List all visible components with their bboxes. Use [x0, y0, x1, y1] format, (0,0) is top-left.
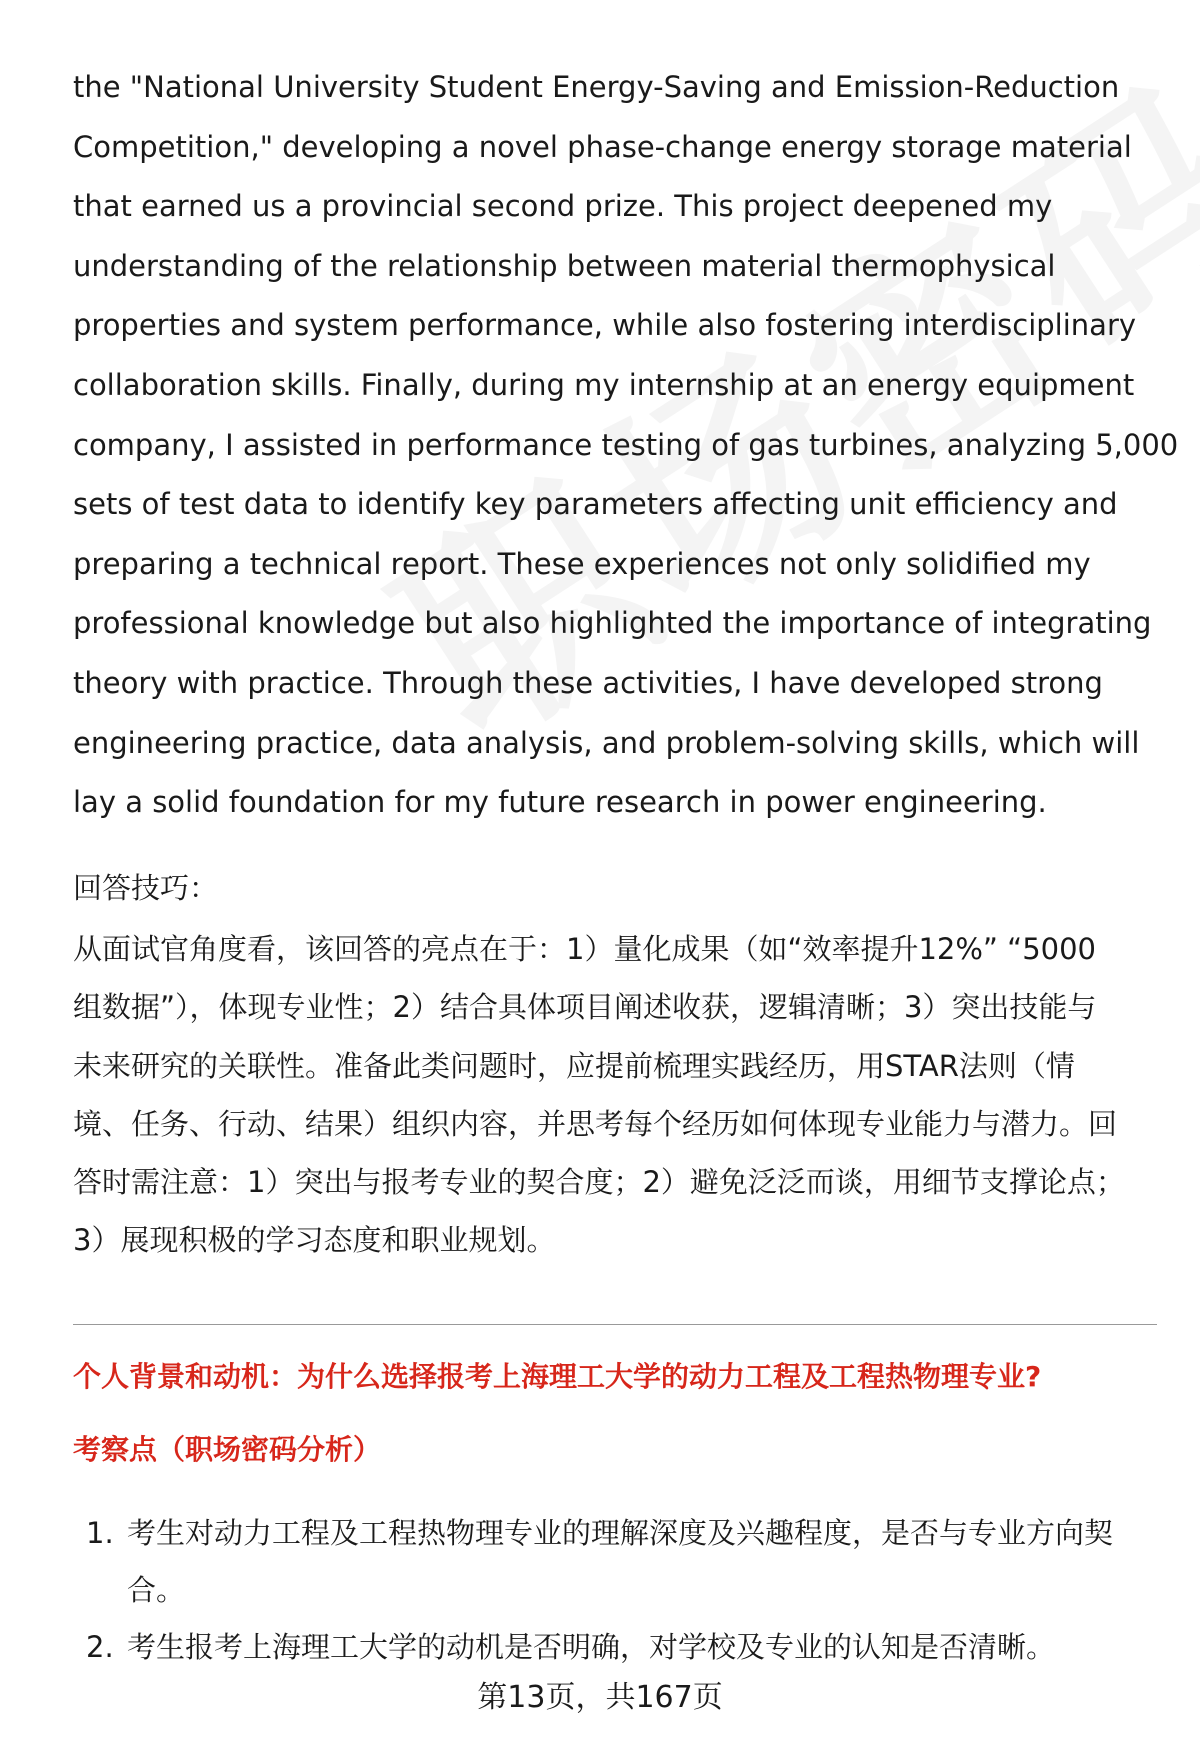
- paragraph-line: theory with practice. Through these activities, I have developed strong: [73, 665, 1103, 700]
- paragraph-line: company, I assisted in performance testing of gas turbines, analyzing 5,000: [73, 427, 1179, 462]
- assessment-points-heading: 考察点（职场密码分析）: [73, 1433, 382, 1466]
- paragraph-line: professional knowledge but also highlighted the importance of integrating: [73, 606, 1152, 641]
- paragraph-line: understanding of the relationship between material thermophysical: [73, 248, 1056, 283]
- paragraph-line: Competition," developing a novel phase-change energy storage material: [73, 129, 1132, 164]
- list-item: [73, 1505, 1163, 1619]
- assessment-points-list: [73, 1505, 1163, 1676]
- question-title: 个人背景和动机：为什么选择报考上海理工大学的动力工程及工程热物理专业?: [73, 1360, 1042, 1393]
- tips-line: 未来研究的关联性。准备此类问题时，应提前梳理实践经历，用STAR法则（情: [73, 1048, 1075, 1083]
- tips-line: 组数据”），体现专业性；2）结合具体项目阐述收获，逻辑清晰；3）突出技能与: [73, 990, 1097, 1025]
- paragraph-line: properties and system performance, while also fostering interdisciplinary: [73, 308, 1137, 343]
- list-item-number: 2.: [86, 1630, 114, 1664]
- paragraph-line: that earned us a provincial second prize. This project deepened my: [73, 189, 1053, 224]
- list-item-line: 合。: [127, 1573, 186, 1607]
- tips-heading: 回答技巧：: [73, 871, 219, 905]
- tips-body: [73, 920, 1163, 1270]
- answer-paragraph: [73, 58, 1179, 833]
- paragraph-line: sets of test data to identify key parameters affecting unit efficiency and: [73, 487, 1118, 522]
- list-item-line: 考生对动力工程及工程热物理专业的理解深度及兴趣程度，是否与专业方向契: [127, 1516, 1114, 1550]
- list-item: [73, 1619, 1163, 1676]
- tips-line: 答时需注意：1）突出与报考专业的契合度；2）避免泛泛而谈，用细节支撑论点；: [73, 1165, 1125, 1200]
- tips-line: 从面试官角度看，该回答的亮点在于：1）量化成果（如“效率提升12%” “5000: [73, 932, 1097, 966]
- paragraph-line: engineering practice, data analysis, and problem-solving skills, which will: [73, 725, 1140, 760]
- paragraph-line: the "National University Student Energy-Saving and Emission-Reduction: [73, 70, 1120, 104]
- tips-line: 境、任务、行动、结果）组织内容，并思考每个经历如何体现专业能力与潜力。回: [73, 1106, 1118, 1141]
- section-divider: [73, 1324, 1157, 1325]
- paragraph-line: collaboration skills. Finally, during my internship at an energy equipment: [73, 367, 1135, 402]
- tips-line: 3）展现积极的学习态度和职业规划。: [73, 1223, 556, 1258]
- paragraph-line: lay a solid foundation for my future research in power engineering.: [73, 785, 1047, 820]
- list-item-number: 1.: [86, 1516, 114, 1550]
- paragraph-line: preparing a technical report. These experiences not only solidified my: [73, 546, 1091, 581]
- list-item-line: 考生报考上海理工大学的动机是否明确，对学校及专业的认知是否清晰。: [127, 1630, 1056, 1664]
- page-number-footer: 第13页，共167页: [477, 1680, 723, 1715]
